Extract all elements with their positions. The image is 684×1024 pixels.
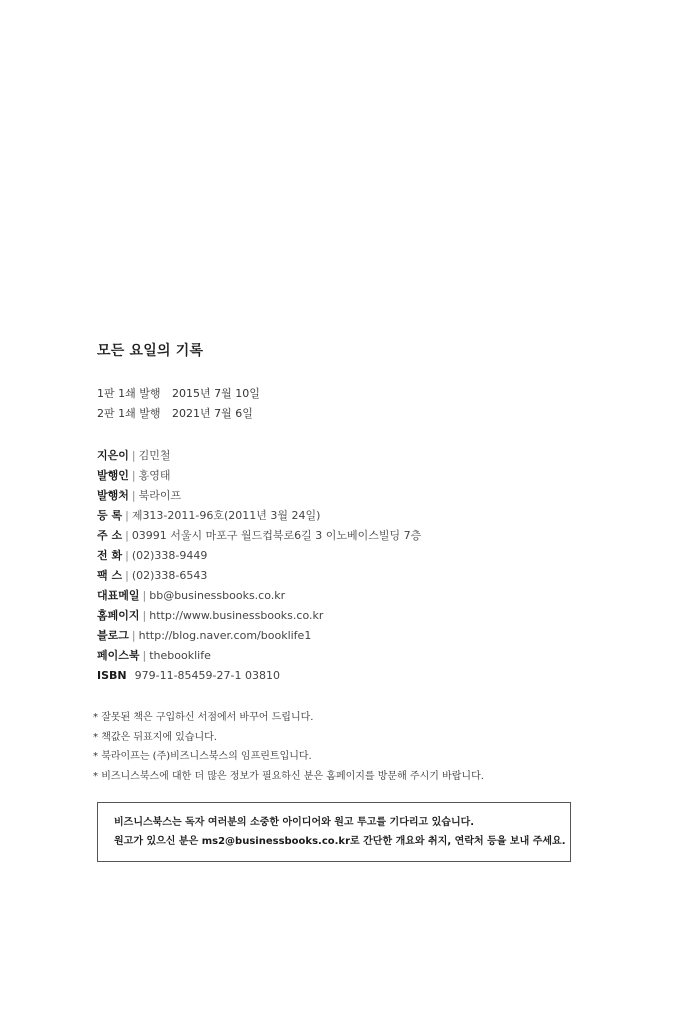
credit-key: 등 록 bbox=[97, 509, 123, 522]
credit-phone: 전 화 | (02)338-9449 bbox=[97, 549, 208, 562]
credit-key: 주 소 bbox=[97, 529, 123, 542]
edition-date: 2015년 7월 10일 bbox=[172, 387, 260, 400]
credit-registration: 등 록 | 제313-2011-96호(2011년 3월 24일) bbox=[97, 509, 321, 522]
edition-label: 1판 1쇄 발행 bbox=[97, 387, 161, 400]
credit-key: 발행인 bbox=[97, 469, 129, 482]
credit-value[interactable]: bb@businessbooks.co.kr bbox=[149, 589, 286, 602]
credit-value: 03991 서울시 마포구 월드컵북로6길 3 이노베이스빌딩 7층 bbox=[131, 529, 422, 542]
credit-address: 주 소 | 03991 서울시 마포구 월드컵북로6길 3 이노베이스빌딩 7층 bbox=[97, 529, 422, 542]
credit-value[interactable]: http://www.businessbooks.co.kr bbox=[149, 609, 324, 622]
credit-value[interactable]: http://blog.naver.com/booklife1 bbox=[138, 629, 312, 642]
credit-key: 전 화 bbox=[97, 549, 123, 562]
credit-key: 지은이 bbox=[97, 449, 129, 462]
credit-key: 팩 스 bbox=[97, 569, 123, 582]
credit-imprint: 발행처 | 북라이프 bbox=[97, 489, 182, 502]
note-item: * 책값은 뒤표지에 있습니다. bbox=[93, 728, 577, 748]
publication-credits bbox=[97, 446, 577, 686]
colophon-page bbox=[97, 340, 577, 862]
credit-value: 김민철 bbox=[138, 449, 171, 462]
credit-key: 대표메일 bbox=[97, 589, 140, 602]
credit-publisher: 발행인 | 홍영태 bbox=[97, 469, 171, 482]
book-title: 모든 요일의 기록 bbox=[97, 343, 204, 359]
notice-line: 원고가 있으신 분은 ms2@businessbooks.co.kr로 간단한 개요와 취지, 연락처 등을 보내 주세요. bbox=[114, 836, 566, 847]
credit-key: 페이스북 bbox=[97, 649, 140, 662]
credit-facebook: 페이스북 | thebooklife bbox=[97, 649, 211, 662]
credit-homepage: 홈페이지 | http://www.businessbooks.co.kr bbox=[97, 609, 324, 622]
edition-row-1 bbox=[97, 384, 577, 404]
credit-fax: 팩 스 | (02)338-6543 bbox=[97, 569, 208, 582]
credit-isbn bbox=[97, 666, 577, 686]
isbn-value: 979-11-85459-27-1 03810 bbox=[134, 669, 280, 682]
submission-notice-box bbox=[97, 802, 571, 862]
credit-email: 대표메일 | bb@businessbooks.co.kr bbox=[97, 589, 286, 602]
credit-key: 블로그 bbox=[97, 629, 129, 642]
credit-author: 지은이 | 김민철 bbox=[97, 449, 171, 462]
note-item: * 비즈니스북스에 대한 더 많은 정보가 필요하신 분은 홈페이지를 방문해 주시기 바랍니다. bbox=[93, 767, 577, 787]
note-item: * 잘못된 책은 구입하신 서점에서 바꾸어 드립니다. bbox=[93, 708, 577, 728]
note-item: * 북라이프는 (주)비즈니스북스의 임프린트입니다. bbox=[93, 747, 577, 767]
credit-value[interactable]: thebooklife bbox=[149, 649, 211, 662]
credit-value: 북라이프 bbox=[138, 489, 182, 502]
credit-value: 홍영태 bbox=[138, 469, 171, 482]
credit-value: (02)338-9449 bbox=[131, 549, 208, 562]
credit-key: 홈페이지 bbox=[97, 609, 140, 622]
credit-value: (02)338-6543 bbox=[131, 569, 208, 582]
edition-date: 2021년 7월 6일 bbox=[172, 407, 253, 420]
edition-label: 2판 1쇄 발행 bbox=[97, 407, 161, 420]
credit-value: 제313-2011-96호(2011년 3월 24일) bbox=[131, 509, 321, 522]
credit-blog: 블로그 | http://blog.naver.com/booklife1 bbox=[97, 629, 312, 642]
notice-line: 비즈니스북스는 독자 여러분의 소중한 아이디어와 원고 투고를 기다리고 있습니다. bbox=[114, 817, 475, 828]
edition-history bbox=[97, 384, 577, 424]
isbn-label: ISBN bbox=[97, 669, 127, 682]
credit-key: 발행처 bbox=[97, 489, 129, 502]
edition-row-2 bbox=[97, 404, 577, 424]
notes-list bbox=[93, 708, 577, 786]
